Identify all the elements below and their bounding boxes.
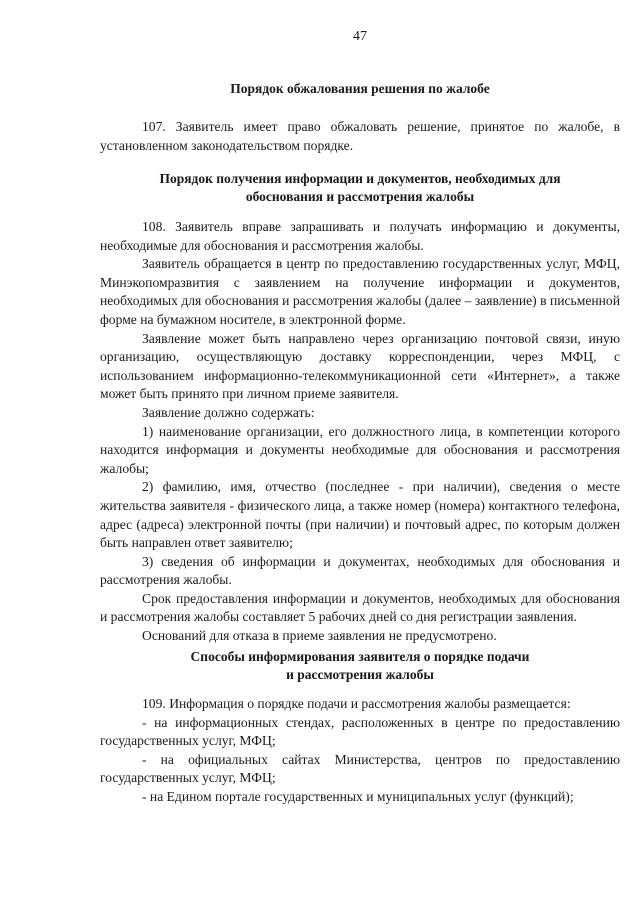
paragraph-applicant-applies: Заявитель обращается в центр по предоставлению государственных услуг, МФЦ, Минэкопомразвития с заявлением на получение информации и документов, необходимых для обоснования и рассмотрения жалобы (далее – заявление) в письменной форме на бумажном носителе, в электронной форме. [100, 256, 620, 327]
heading-line: Порядок получения информации и документов, необходимых для [159, 171, 561, 186]
paragraph-no-refusal-grounds: Оснований для отказа в приеме заявления не предусмотрено. [142, 628, 497, 644]
page-number: 47 [353, 29, 367, 44]
list-item-3: 3) сведения об информации и документах, необходимых для обоснования и рассмотрения жалобы. [100, 553, 620, 588]
list-item-websites: - на официальных сайтах Министерства, центров по предоставлению государственных услуг, МФЦ; [100, 751, 620, 786]
section-heading-informing-methods [100, 648, 620, 684]
paragraph-109: 109. Информация о порядке подачи и рассмотрения жалобы размещается: [142, 696, 571, 711]
paragraph-107: 107. Заявитель имеет право обжаловать решение, принятое по жалобе, в установленном законодательством порядке. [100, 119, 620, 153]
paragraph-application-submission: Заявление может быть направлено через организацию почтовой связи, иную организацию, осуществляющую доставку корреспонденции, через МФЦ, с использованием информационно-телекоммуникационной сети «Интернет», а также может быть принято при личном приеме заявителя. [100, 330, 620, 402]
list-item-stands: - на информационных стендах, расположенных в центре по предоставлению государственных услуг, МФЦ; [100, 714, 620, 749]
list-item-2: 2) фамилию, имя, отчество (последнее - при наличии), сведения о месте жительства заявителя - физического лица, а также номер (номера) контактного телефона, адрес (адреса) электронной почты (при наличии) и почтовый адрес, по которым должен быть направлен ответ заявителю; [100, 479, 620, 551]
section-informing-methods-body [100, 695, 620, 807]
list-item-1: 1) наименование организации, его должностного лица, в компетенции которого находится информация и документы необходимые для обоснования и рассмотрения жалобы; [100, 423, 620, 476]
paragraph-deadline: Срок предоставления информации и документов, необходимых для обоснования и рассмотрения жалобы составляет 5 рабочих дней со дня регистрации заявления. [100, 590, 620, 625]
paragraph-108: 108. Заявитель вправе запрашивать и получать информацию и документы, необходимые для обоснования и рассмотрения жалобы. [100, 219, 620, 253]
section-appeal-procedure-body [100, 118, 620, 155]
heading-line: обоснования и рассмотрения жалобы [245, 189, 475, 204]
section-heading-obtaining-information [100, 170, 620, 206]
document-page [100, 0, 620, 905]
paragraph-application-contents: Заявление должно содержать: [142, 404, 315, 420]
heading-line: и рассмотрения жалобы [286, 667, 434, 682]
section-obtaining-information-body [100, 218, 620, 646]
section-heading-appeal-procedure: Порядок обжалования решения по жалобе [230, 81, 490, 96]
list-item-unified-portal: - на Едином портале государственных и муниципальных услуг (функций); [142, 788, 574, 804]
heading-line: Способы информирования заявителя о порядке подачи [190, 649, 530, 664]
